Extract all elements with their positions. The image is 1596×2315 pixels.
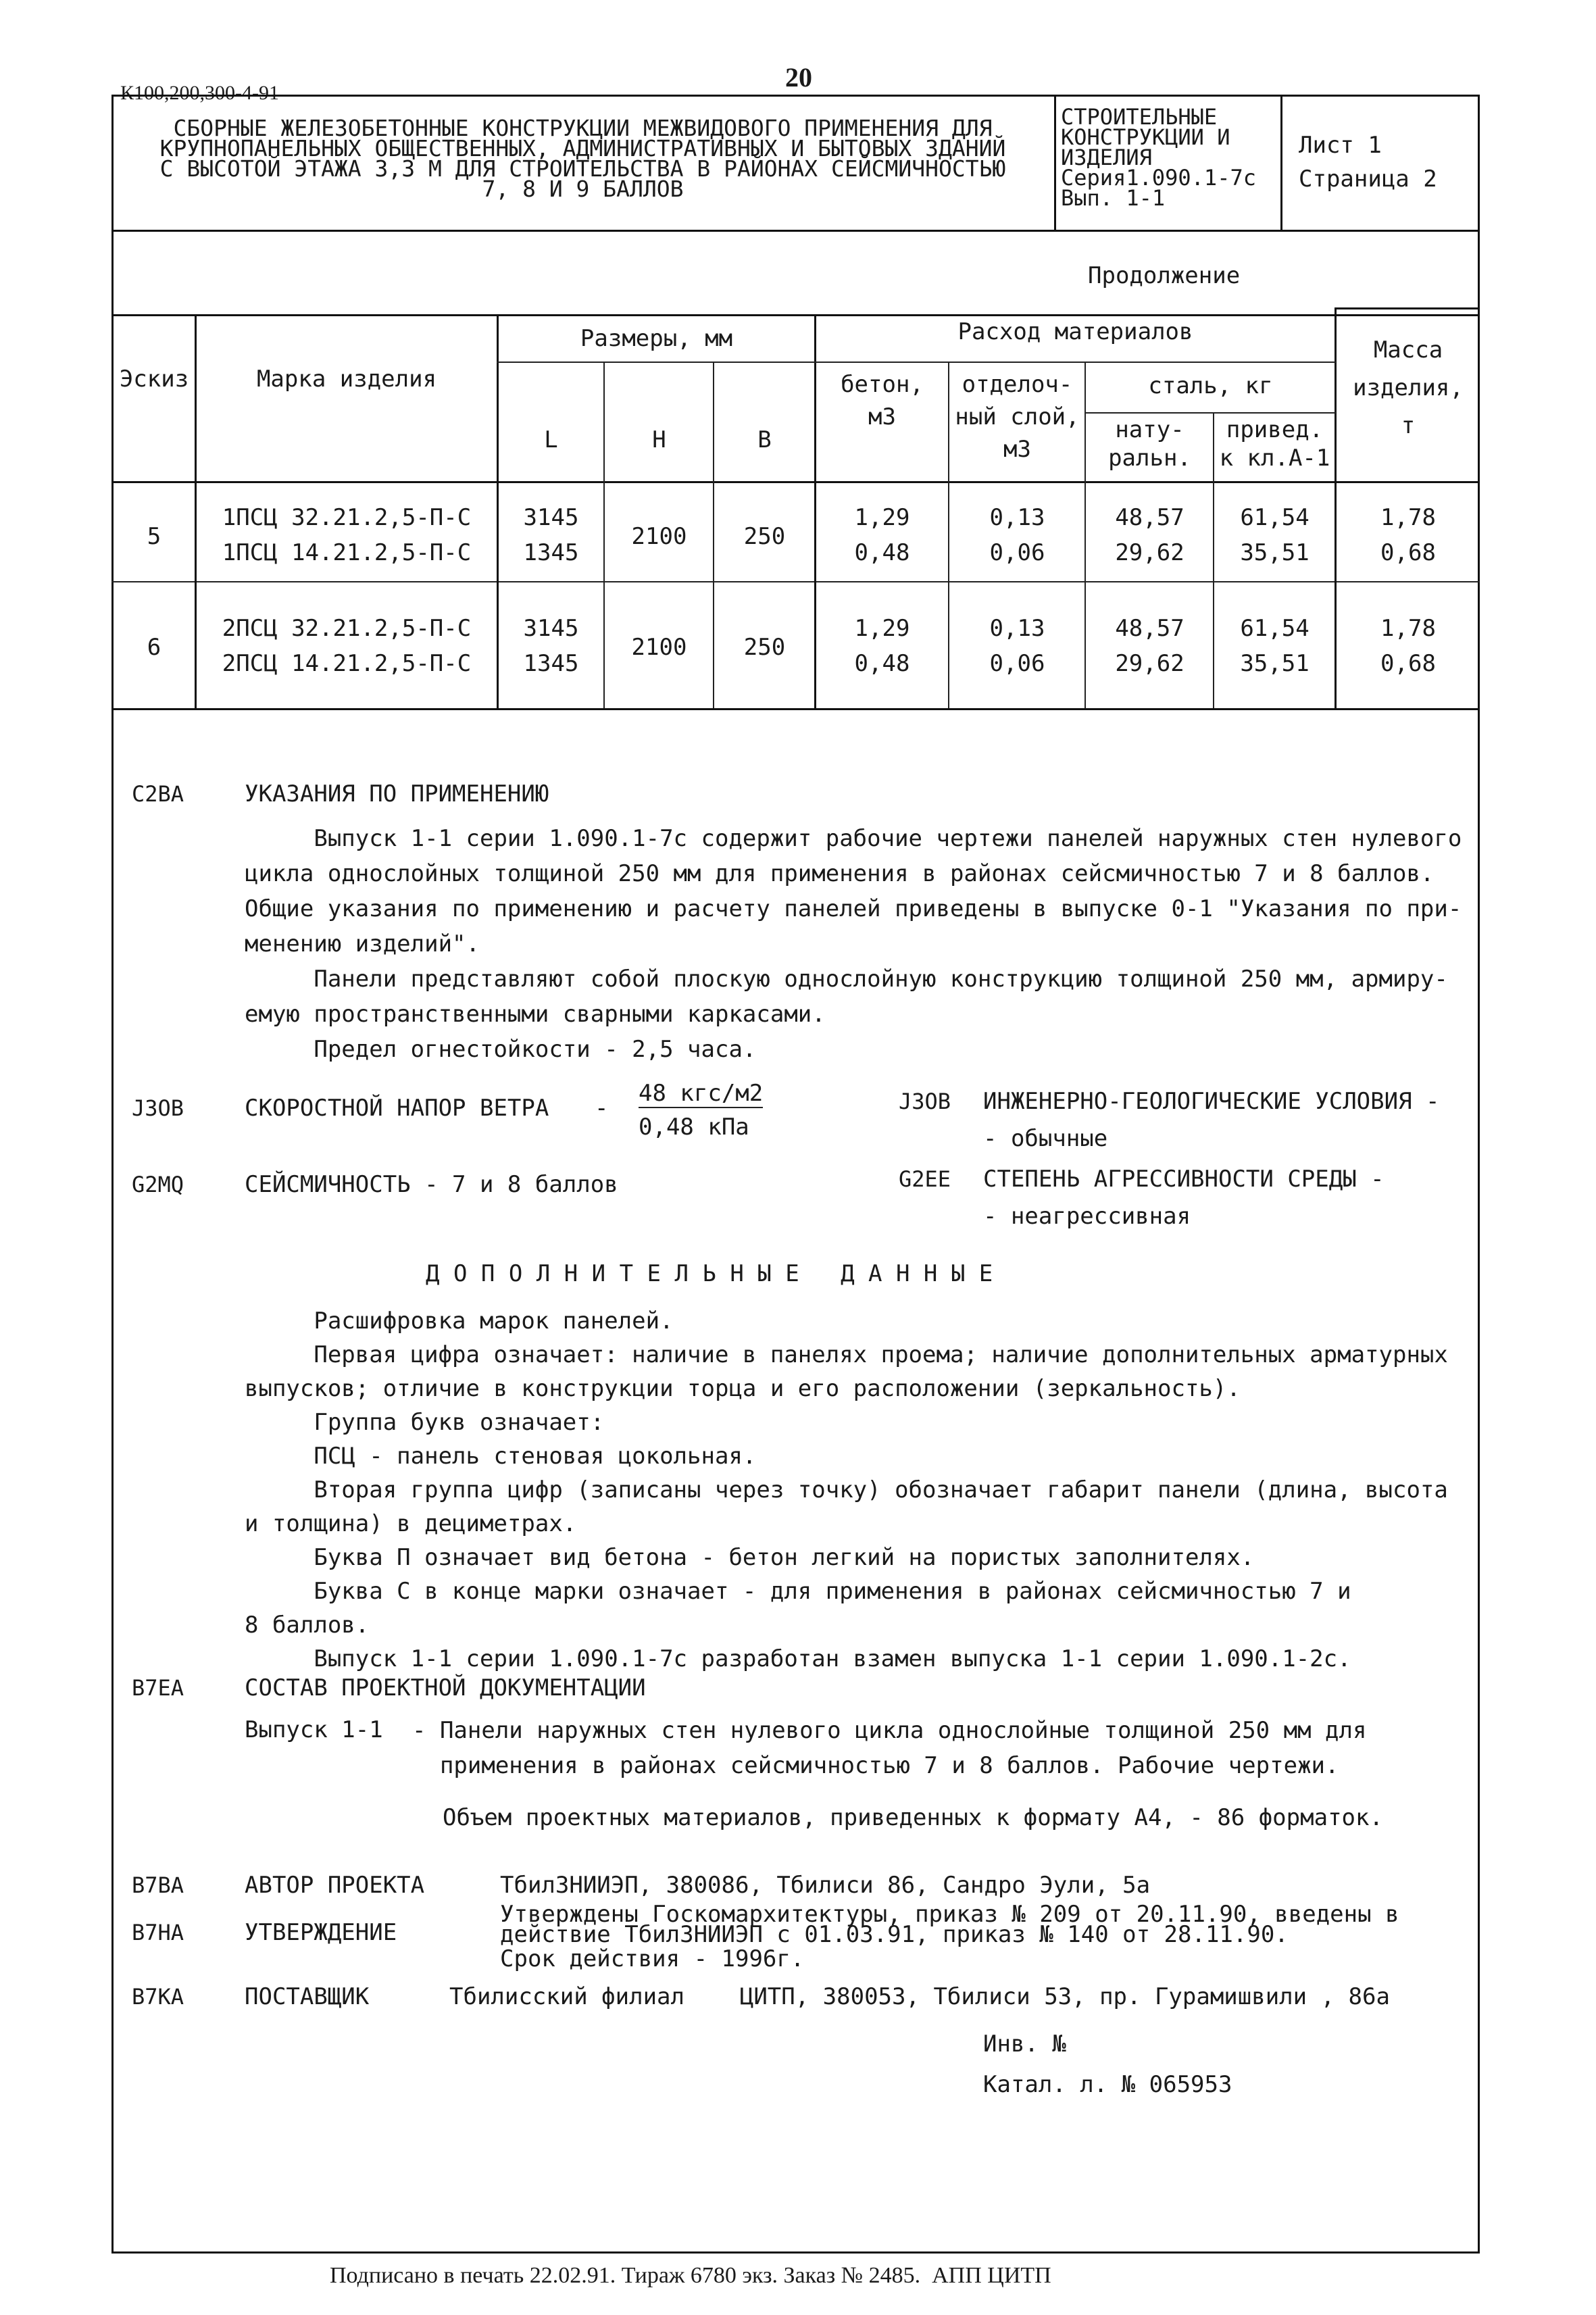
- cell-reduced: 35,51: [1240, 539, 1310, 566]
- instructions-heading: УКАЗАНИЯ ПО ПРИМЕНЕНИЮ: [245, 780, 549, 807]
- geo-label: ИНЖЕНЕРНО-ГЕОЛОГИЧЕСКИЕ УСЛОВИЯ -: [983, 1088, 1440, 1115]
- cell-B: 250: [743, 634, 786, 661]
- cell-mass: 1,78: [1380, 615, 1436, 642]
- imprint-footer: Подписано в печать 22.02.91. Тираж 6780 экз. Заказ № 2485. АПП ЦИТП: [330, 2263, 1051, 2288]
- title-block-divider-1: [1054, 95, 1056, 232]
- col-header-materials: Расход материалов: [957, 318, 1193, 345]
- documentation-volume: Объем проектных материалов, приведенных к формату А4, - 86 форматок.: [443, 1804, 1383, 1831]
- paragraph-line: Общие указания по применению и расчету панелей приведены в выпуске 0-1 "Указания по при-: [245, 895, 1462, 922]
- cell-concrete: 1,29: [854, 615, 910, 642]
- col-line: [603, 362, 605, 708]
- cell-H: 2100: [631, 523, 687, 550]
- paragraph-line: Группа букв означает:: [245, 1409, 605, 1436]
- cell-L: 3145: [523, 615, 579, 642]
- cell-finish: 0,13: [989, 504, 1045, 531]
- wind-dash: -: [595, 1095, 609, 1122]
- header-title: [115, 115, 1051, 202]
- cell-mass: 0,68: [1380, 539, 1436, 566]
- catalog-sheet: Катал. л. № 065953: [983, 2071, 1232, 2098]
- approval-line: Срок действия - 1996г.: [500, 1945, 805, 1972]
- col-header-reduced: привед. к кл.А-1: [1219, 416, 1330, 472]
- cell-concrete: 1,29: [854, 504, 910, 531]
- table-header-bottom-rule: [111, 481, 1480, 483]
- col-header-L: L: [544, 426, 558, 453]
- page-number: 20: [785, 62, 812, 93]
- issue-label: Выпуск 1-1: [245, 1716, 383, 1743]
- cell-mark: 1ПСЦ 32.21.2,5-П-С: [222, 504, 472, 531]
- header-title-line: С ВЫСОТОЙ ЭТАЖА 3,3 М ДЛЯ СТРОИТЕЛЬСТВА В РАЙОНАХ СЕЙСМИЧНОСТЬЮ: [159, 155, 1006, 182]
- issue-line: - Панели наружных стен нулевого цикла однослойные толщиной 250 мм для: [412, 1717, 1367, 1744]
- cell-reduced: 61,54: [1240, 504, 1310, 531]
- series-line: Вып. 1-1: [1061, 185, 1166, 211]
- series-line: КОНСТРУКЦИИ И: [1061, 124, 1230, 150]
- paragraph-line: Панели представляют собой плоскую однослойную конструкцию толщиной 250 мм, армиру-: [245, 966, 1448, 993]
- cell-H: 2100: [631, 634, 687, 661]
- header-subrule: [497, 362, 1336, 363]
- additional-paragraph: [245, 1304, 1448, 1676]
- paragraph-line: Первая цифра означает: наличие в панелях проема; наличие дополнительных арматурных: [245, 1341, 1448, 1368]
- instructions-code: C2BA: [132, 781, 184, 807]
- paragraph-line: Выпуск 1-1 серии 1.090.1-7с содержит рабочие чертежи панелей наружных стен нулевого: [245, 825, 1462, 852]
- col-header-steel: сталь, кг: [1148, 372, 1273, 399]
- additional-heading: Д О П О Л Н И Т Е Л Ь Н Ы Е Д А Н Н Ы Е: [426, 1260, 993, 1287]
- title-block-divider-2: [1280, 95, 1282, 232]
- approval-line: действие ТбилЗНИИЭП с 01.03.91, приказ № 140 от 28.11.90.: [500, 1921, 1289, 1948]
- header-subrule: [1084, 412, 1336, 414]
- author-value: ТбилЗНИИЭП, 380086, Тбилиси 86, Сандро Эули, 5а: [500, 1872, 1151, 1899]
- col-header-sketch: Эскиз: [119, 366, 189, 393]
- col-header-natural: нату- ральн.: [1108, 416, 1191, 472]
- cell-mark: 2ПСЦ 14.21.2,5-П-С: [222, 650, 472, 677]
- continuation-label: Продолжение: [1088, 262, 1241, 289]
- col-header-B: В: [757, 426, 772, 453]
- approval-label: УТВЕРЖДЕНИЕ: [245, 1919, 397, 1946]
- aggressiveness-value: - неагрессивная: [983, 1203, 1191, 1230]
- documentation-heading: СОСТАВ ПРОЕКТНОЙ ДОКУМЕНТАЦИИ: [245, 1674, 646, 1701]
- cell-sketch: 5: [147, 523, 161, 550]
- author-label: АВТОР ПРОЕКТА: [245, 1872, 425, 1899]
- wind-code: J3OB: [132, 1095, 184, 1121]
- header-title-line: СБОРНЫЕ ЖЕЛЕЗОБЕТОННЫЕ КОНСТРУКЦИИ МЕЖВИДОВОГО ПРИМЕНЕНИЯ ДЛЯ: [173, 115, 993, 141]
- paragraph-line: и толщина) в дециметрах.: [245, 1510, 577, 1537]
- cell-B: 250: [743, 523, 786, 550]
- cell-concrete: 0,48: [854, 539, 910, 566]
- col-header-mass: Масса изделия, т: [1353, 337, 1464, 439]
- aggressiveness-code: G2EE: [899, 1166, 951, 1192]
- col-header-dimensions: Размеры, мм: [580, 325, 733, 352]
- author-code: B7BA: [132, 1872, 184, 1898]
- cell-reduced: 61,54: [1240, 615, 1310, 642]
- cell-finish: 0,13: [989, 615, 1045, 642]
- cell-natural: 48,57: [1115, 615, 1184, 642]
- cell-L: 3145: [523, 504, 579, 531]
- issue-line: применения в районах сейсмичностью 7 и 8 баллов. Рабочие чертежи.: [412, 1752, 1339, 1779]
- cell-L: 1345: [523, 539, 579, 566]
- document-code: К100,200,300-4-91: [120, 82, 279, 104]
- row-separator: [111, 581, 1480, 582]
- col-header-finish: отделоч- ный слой, м3: [955, 371, 1080, 463]
- supplier-code: B7KA: [132, 1984, 184, 2010]
- inventory-number: Инв. №: [983, 2031, 1066, 2058]
- paragraph-line: Буква С в конце марки означает - для применения в районах сейсмичностью 7 и: [245, 1578, 1351, 1605]
- series-line: Серия1.090.1-7с: [1061, 165, 1256, 191]
- issue-description: [412, 1713, 1366, 1783]
- approval-text: [500, 1901, 1399, 1972]
- geo-value: - обычные: [983, 1125, 1108, 1152]
- paragraph-line: 8 баллов.: [245, 1612, 370, 1639]
- cell-concrete: 0,48: [854, 650, 910, 677]
- paragraph-line: выпусков; отличие в конструкции торца и его расположении (зеркальность).: [245, 1375, 1241, 1402]
- paragraph-line: ПСЦ - панель стеновая цокольная.: [245, 1443, 757, 1470]
- wind-value-kpa: 0,48 кПа: [639, 1114, 749, 1141]
- table-bottom-rule: [111, 708, 1480, 710]
- cell-finish: 0,06: [989, 650, 1045, 677]
- col-line: [948, 362, 949, 708]
- wind-value: 48 кгс/м2: [639, 1080, 764, 1107]
- paragraph-line: емую пространственными сварными каркасами.: [245, 1001, 826, 1028]
- cell-finish: 0,06: [989, 539, 1045, 566]
- sheet-number: Лист 1: [1299, 132, 1382, 159]
- series-line: СТРОИТЕЛЬНЫЕ: [1061, 104, 1218, 130]
- header-title-line: КРУПНОПАНЕЛЬНЫХ ОБЩЕСТВЕННЫХ, АДМИНИСТРАТИВНЫХ И БЫТОВЫХ ЗДАНИЙ: [159, 135, 1006, 161]
- aggressiveness-label: СТЕПЕНЬ АГРЕССИВНОСТИ СРЕДЫ -: [983, 1166, 1385, 1193]
- supplier-value: Тбилисский филиал ЦИТП, 380053, Тбилиси 53, пр. Гурамишвили , 86а: [449, 1983, 1390, 2010]
- paragraph-line: Буква П означает вид бетона - бетон легкий на пористых заполнителях.: [245, 1544, 1255, 1571]
- approval-line: Утверждены Госкомархитектуры, приказ № 209 от 20.11.90, введены в: [500, 1901, 1399, 1928]
- cell-mass: 0,68: [1380, 650, 1436, 677]
- col-line: [713, 362, 714, 708]
- paragraph-line: Вторая группа цифр (записаны через точку) обозначает габарит панели (длина, высота: [245, 1476, 1448, 1503]
- title-block-bottom-rule: [111, 230, 1480, 232]
- supplier-label: ПОСТАВЩИК: [245, 1983, 370, 2010]
- paragraph-line: Расшифровка марок панелей.: [245, 1308, 674, 1335]
- paragraph-line: менению изделий".: [245, 930, 480, 957]
- cell-natural: 48,57: [1115, 504, 1184, 531]
- paragraph-line: Предел огнестойкости - 2,5 часа.: [245, 1036, 757, 1063]
- geo-code: J3OB: [899, 1089, 951, 1114]
- header-series: [1061, 104, 1256, 211]
- cell-mass: 1,78: [1380, 504, 1436, 531]
- cell-L: 1345: [523, 650, 579, 677]
- header-title-line: 7, 8 И 9 БАЛЛОВ: [482, 176, 684, 202]
- series-line: ИЗДЕЛИЯ: [1061, 145, 1152, 170]
- cell-natural: 29,62: [1115, 650, 1184, 677]
- col-header-H: Н: [652, 426, 666, 453]
- approval-code: B7HA: [132, 1920, 184, 1945]
- documentation-code: B7EA: [132, 1675, 184, 1701]
- wind-label: СКОРОСТНОЙ НАПОР ВЕТРА: [245, 1095, 549, 1122]
- table-top-right-rule: [1335, 307, 1480, 309]
- seismicity-code: G2MQ: [132, 1172, 184, 1197]
- cell-reduced: 35,51: [1240, 650, 1310, 677]
- cell-sketch: 6: [147, 634, 161, 661]
- instructions-paragraph: [245, 821, 1462, 1067]
- paragraph-line: цикла однослойных толщиной 250 мм для применения в районах сейсмичностью 7 и 8 баллов.: [245, 860, 1435, 887]
- cell-mark: 2ПСЦ 32.21.2,5-П-С: [222, 615, 472, 642]
- cell-natural: 29,62: [1115, 539, 1184, 566]
- col-header-mark: Марка изделия: [256, 366, 437, 393]
- col-line: [1213, 412, 1214, 708]
- col-header-concrete: бетон, м3: [841, 371, 924, 430]
- sheet-page: Страница 2: [1299, 166, 1437, 193]
- paragraph-line: Выпуск 1-1 серии 1.090.1-7с разработан взамен выпуска 1-1 серии 1.090.1-2с.: [245, 1645, 1351, 1672]
- seismicity-label: СЕЙСМИЧНОСТЬ - 7 и 8 баллов: [245, 1171, 618, 1198]
- cell-mark: 1ПСЦ 14.21.2,5-П-С: [222, 539, 472, 566]
